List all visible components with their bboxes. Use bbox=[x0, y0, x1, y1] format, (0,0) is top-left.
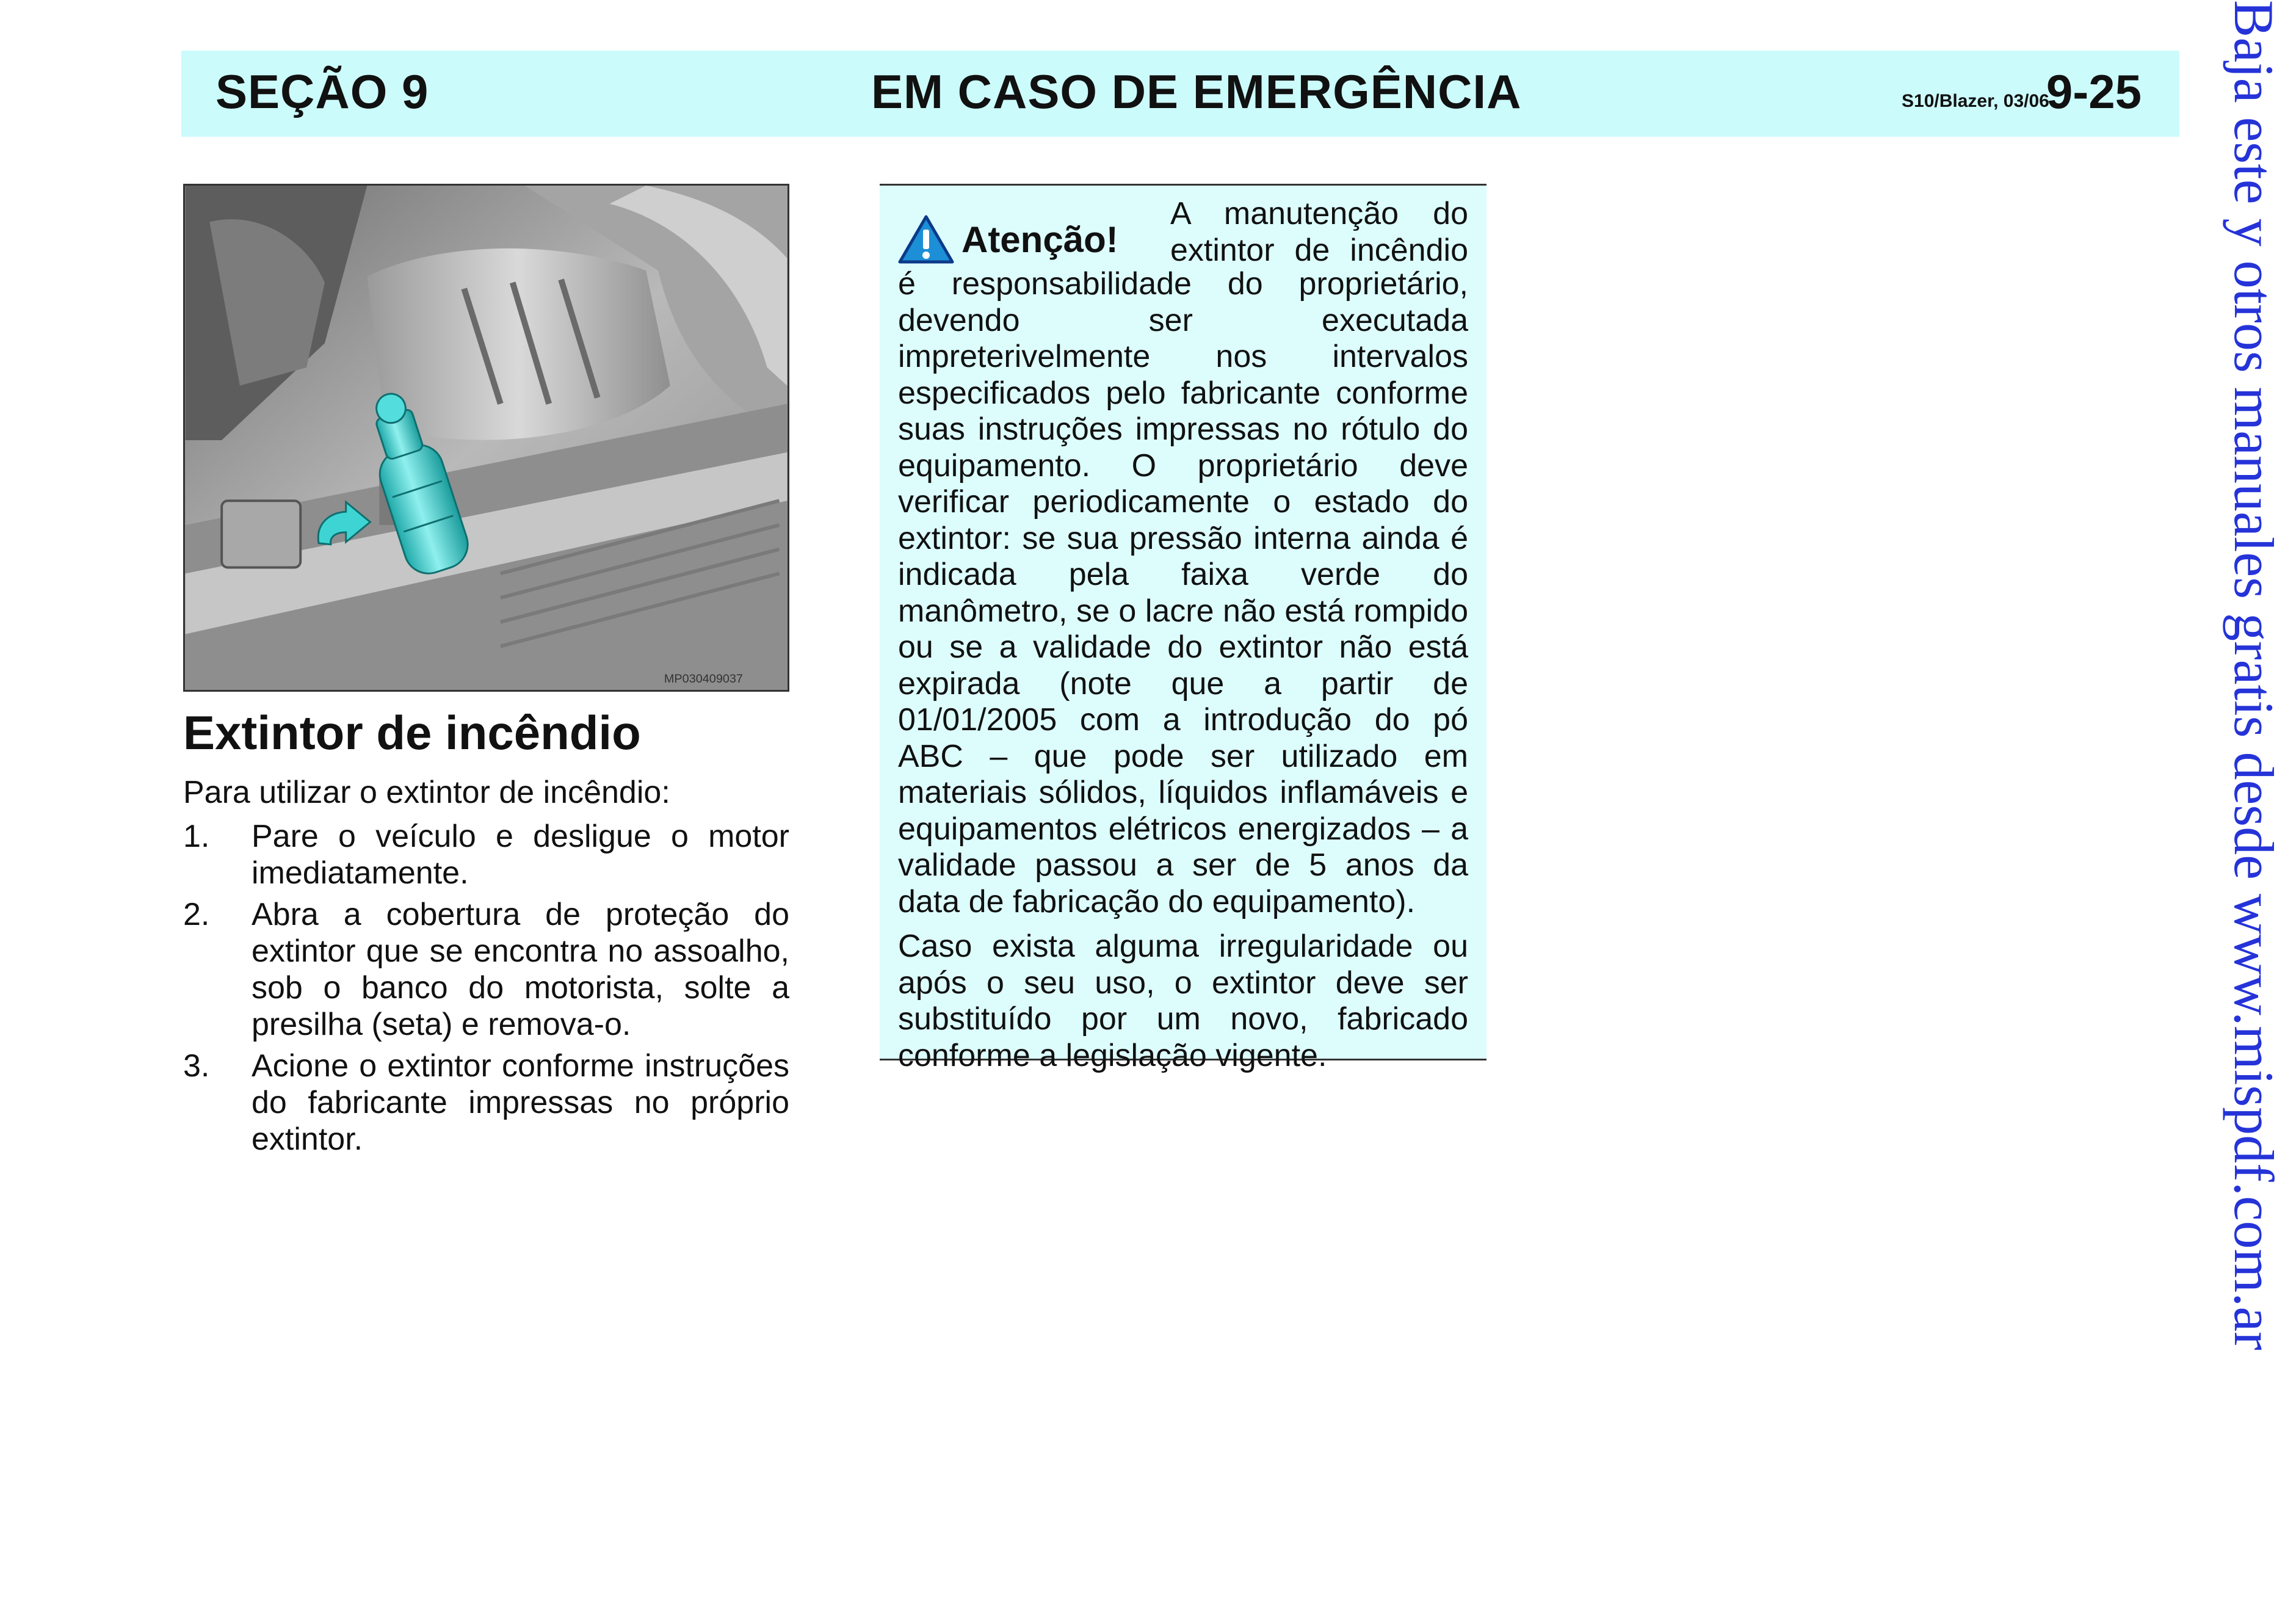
warning-label: Atenção! bbox=[961, 219, 1118, 260]
step-item bbox=[183, 818, 789, 891]
step-number: 3. bbox=[183, 1048, 210, 1084]
step-text: Abra a cobertura de proteção do extintor que se encontra no assoalho, sob o banco do motorista, solte a presilha (seta) e remova-o. bbox=[252, 897, 789, 1042]
step-text: Acione o extintor conforme instruções do fabricante impressas no próprio extintor. bbox=[252, 1048, 789, 1157]
warning-paragraph-1: é responsabilidade do proprietário, devendo ser executada impreterivelmente nos intervalos especificados pelo fabricante conforme suas instruções impressas no rótulo do equipamento. O proprietário deve verificar periodicamente o estado do extintor: se sua pressão interna ainda é indicada pela faixa verde do manômetro, se o lacre não está rompido ou se a validade do extintor não está expirada (note que a partir de 01/01/2005 com a introdução do pó ABC – que pode ser utilizado em materiais sólidos, líquidos inflamáveis e equipamentos elétricos energizados – a validade passou a ser de 5 anos da data de fabricação do equipamento). bbox=[898, 266, 1468, 919]
figure-code: MP030409037 bbox=[664, 672, 743, 686]
step-item bbox=[183, 896, 789, 1043]
warning-lead: A manutenção do extintor de incêndio bbox=[1170, 196, 1468, 268]
warning-triangle-icon bbox=[898, 215, 954, 264]
step-number: 2. bbox=[183, 897, 210, 932]
warning-header bbox=[898, 195, 1468, 266]
warning-box bbox=[880, 184, 1487, 1073]
model-label: S10/Blazer, 03/06 bbox=[1902, 91, 2049, 111]
warning-paragraph-2: Caso exista alguma irregularidade ou após o seu uso, o extintor deve ser substituído por um novo, fabricado conforme a legislação vigente. bbox=[898, 929, 1468, 1073]
step-number: 1. bbox=[183, 819, 210, 854]
steps-list bbox=[183, 818, 789, 1162]
section-heading: Extintor de incêndio bbox=[183, 706, 641, 759]
step-item bbox=[183, 1048, 789, 1158]
header-bar bbox=[181, 51, 2179, 137]
extinguisher-illustration bbox=[183, 184, 789, 692]
section-label: SEÇÃO 9 bbox=[215, 65, 429, 118]
section-intro: Para utilizar o extintor de incêndio: bbox=[183, 775, 670, 810]
step-text: Pare o veículo e desligue o motor imediatamente. bbox=[252, 819, 789, 891]
watermark-text: Baja este y otros manuales gratis desde www.mispdf.com.ar bbox=[2223, 0, 2285, 1350]
page-number: 9-25 bbox=[2046, 65, 2142, 118]
chapter-title: EM CASO DE EMERGÊNCIA bbox=[871, 65, 1522, 118]
